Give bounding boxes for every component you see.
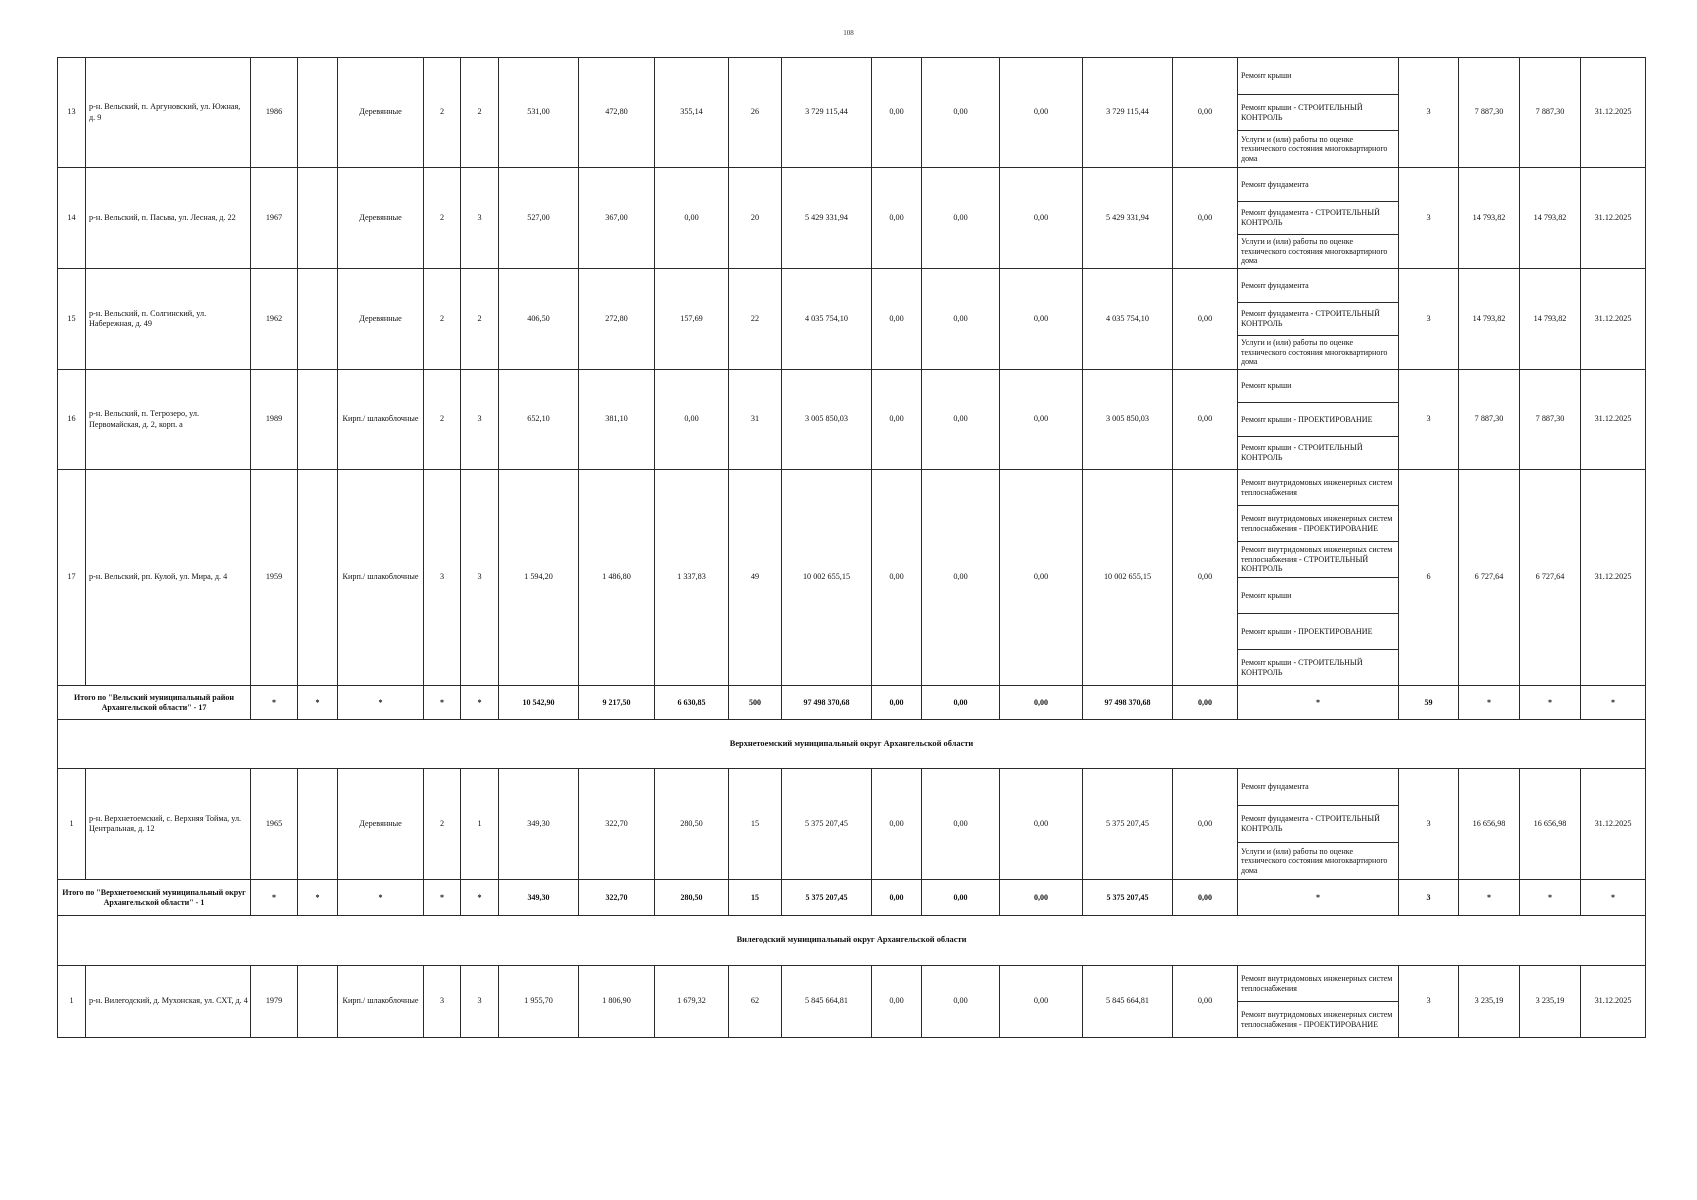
work-item-label: Ремонт внутридомовых инженерных систем теплоснабжения - ПРОЕКТИРОВАНИЕ	[1241, 1009, 1393, 1029]
section-header-row	[58, 720, 1646, 769]
fund-other-cell: 0,00	[1173, 370, 1238, 470]
fund-fss-cell: 0,00	[872, 269, 922, 370]
fund-fss-cell: 0,00	[872, 769, 922, 880]
row-number: 1	[58, 966, 86, 1038]
year-cell: 1962	[251, 269, 298, 370]
year-cell: 1986	[251, 58, 298, 168]
deadline-cell: 31.12.2025	[1581, 370, 1646, 470]
work-item	[1238, 470, 1398, 505]
unit-cost-cell: 7 887,30	[1459, 370, 1520, 470]
work-item	[1238, 613, 1398, 649]
total-area-total: 10 542,90	[499, 686, 579, 720]
total-area-private: 280,50	[655, 880, 729, 916]
works-count-cell: 3	[1399, 769, 1459, 880]
address-cell: р-н. Верхнетоемский, с. Верхняя Тойма, ул. Центральная, д. 12	[86, 769, 251, 880]
cost-total-cell: 5 429 331,94	[782, 168, 872, 269]
work-item-label: Ремонт крыши - СТРОИТЕЛЬНЫЙ КОНТРОЛЬ	[1241, 657, 1363, 677]
year-cell: 1979	[251, 966, 298, 1038]
fund-owners-cell: 5 429 331,94	[1083, 168, 1173, 269]
fund-region-cell: 0,00	[922, 769, 1000, 880]
total-entrances: *	[461, 880, 499, 916]
section-title: Вилегодский муниципальный округ Архангельской области	[58, 916, 1646, 966]
total-unit-cost: *	[1459, 880, 1520, 916]
unit-cost-cell: 14 793,82	[1459, 168, 1520, 269]
area-living-cell: 322,70	[579, 769, 655, 880]
area-private-cell: 1 337,83	[655, 470, 729, 686]
unit-cost-max-cell: 7 887,30	[1520, 370, 1581, 470]
area-private-cell: 0,00	[655, 168, 729, 269]
total-deadline: *	[1581, 686, 1646, 720]
work-item-label: Ремонт крыши	[1241, 590, 1292, 600]
works-cell	[1238, 269, 1399, 370]
area-private-cell: 157,69	[655, 269, 729, 370]
fund-other-cell: 0,00	[1173, 58, 1238, 168]
material-cell: Кирп./ шлакоблочные	[338, 470, 424, 686]
unit-cost-max-cell: 6 727,64	[1520, 470, 1581, 686]
work-item	[1238, 94, 1398, 131]
deadline-cell: 31.12.2025	[1581, 269, 1646, 370]
row-number: 17	[58, 470, 86, 686]
fund-local-cell: 0,00	[1000, 966, 1083, 1038]
fund-owners-cell: 3 005 850,03	[1083, 370, 1173, 470]
fund-other-cell: 0,00	[1173, 470, 1238, 686]
floors-cell: 2	[424, 769, 461, 880]
total-year: *	[251, 880, 298, 916]
entrances-cell: 3	[461, 168, 499, 269]
work-item	[1238, 234, 1398, 268]
table-row	[58, 966, 1646, 1038]
works-count-cell: 3	[1399, 370, 1459, 470]
work-item	[1238, 302, 1398, 336]
year2-cell	[298, 769, 338, 880]
deadline-cell: 31.12.2025	[1581, 470, 1646, 686]
cost-total-cell: 3 005 850,03	[782, 370, 872, 470]
area-private-cell: 1 679,32	[655, 966, 729, 1038]
total-area-private: 6 630,85	[655, 686, 729, 720]
area-total-cell: 1 955,70	[499, 966, 579, 1038]
deadline-cell: 31.12.2025	[1581, 966, 1646, 1038]
total-unit-cost-max: *	[1520, 880, 1581, 916]
year-cell: 1959	[251, 470, 298, 686]
work-item-label: Ремонт крыши - СТРОИТЕЛЬНЫЙ КОНТРОЛЬ	[1241, 102, 1363, 122]
work-item	[1238, 370, 1398, 402]
year2-cell	[298, 168, 338, 269]
page-number: 108	[843, 29, 854, 37]
residents-cell: 20	[729, 168, 782, 269]
area-total-cell: 1 594,20	[499, 470, 579, 686]
entrances-cell: 3	[461, 966, 499, 1038]
total-entrances: *	[461, 686, 499, 720]
work-item	[1238, 168, 1398, 201]
works-list	[1238, 769, 1398, 879]
total-fund-owners: 97 498 370,68	[1083, 686, 1173, 720]
total-fund-other: 0,00	[1173, 686, 1238, 720]
table-row	[58, 168, 1646, 269]
fund-other-cell: 0,00	[1173, 269, 1238, 370]
unit-cost-cell: 16 656,98	[1459, 769, 1520, 880]
total-fund-region: 0,00	[922, 880, 1000, 916]
table-row	[58, 470, 1646, 686]
cost-total-cell: 5 845 664,81	[782, 966, 872, 1038]
total-row	[58, 880, 1646, 916]
material-cell: Кирп./ шлакоблочные	[338, 966, 424, 1038]
work-item	[1238, 1001, 1398, 1037]
work-item-label: Ремонт внутридомовых инженерных систем теплоснабжения - ПРОЕКТИРОВАНИЕ	[1241, 513, 1393, 533]
work-item-label: Ремонт фундамента - СТРОИТЕЛЬНЫЙ КОНТРОЛЬ	[1241, 208, 1380, 227]
work-item-label: Ремонт внутридомовых инженерных систем теплоснабжения	[1241, 973, 1393, 993]
row-number: 15	[58, 269, 86, 370]
total-year2: *	[298, 686, 338, 720]
floors-cell: 2	[424, 269, 461, 370]
capital-repair-table	[57, 57, 1646, 1038]
fund-other-cell: 0,00	[1173, 769, 1238, 880]
unit-cost-max-cell: 3 235,19	[1520, 966, 1581, 1038]
total-cost-total: 5 375 207,45	[782, 880, 872, 916]
entrances-cell: 2	[461, 269, 499, 370]
work-item-label: Ремонт крыши	[1241, 381, 1292, 391]
table-row	[58, 269, 1646, 370]
entrances-cell: 2	[461, 58, 499, 168]
total-floors: *	[424, 880, 461, 916]
total-works: *	[1238, 880, 1399, 916]
works-count-cell: 3	[1399, 269, 1459, 370]
total-material: *	[338, 686, 424, 720]
fund-owners-cell: 4 035 754,10	[1083, 269, 1173, 370]
work-item	[1238, 58, 1398, 94]
works-count-cell: 3	[1399, 168, 1459, 269]
entrances-cell: 1	[461, 769, 499, 880]
fund-region-cell: 0,00	[922, 58, 1000, 168]
total-unit-cost: *	[1459, 686, 1520, 720]
area-private-cell: 280,50	[655, 769, 729, 880]
floors-cell: 2	[424, 370, 461, 470]
total-label: Итого по "Верхнетоемский муниципальный округ Архангельской области" - 1	[58, 880, 251, 916]
works-cell	[1238, 470, 1399, 686]
floors-cell: 3	[424, 470, 461, 686]
floors-cell: 3	[424, 966, 461, 1038]
total-area-total: 349,30	[499, 880, 579, 916]
work-item-label: Ремонт крыши - СТРОИТЕЛЬНЫЙ КОНТРОЛЬ	[1241, 443, 1363, 462]
area-private-cell: 0,00	[655, 370, 729, 470]
area-total-cell: 349,30	[499, 769, 579, 880]
year-cell: 1965	[251, 769, 298, 880]
fund-other-cell: 0,00	[1173, 966, 1238, 1038]
material-cell: Деревянные	[338, 269, 424, 370]
fund-owners-cell: 10 002 655,15	[1083, 470, 1173, 686]
works-cell	[1238, 58, 1399, 168]
section-header-row	[58, 916, 1646, 966]
section-title: Верхнетоемский муниципальный округ Архангельской области	[58, 720, 1646, 769]
total-row	[58, 686, 1646, 720]
fund-local-cell: 0,00	[1000, 168, 1083, 269]
work-item	[1238, 269, 1398, 302]
unit-cost-max-cell: 16 656,98	[1520, 769, 1581, 880]
work-item	[1238, 966, 1398, 1001]
work-item	[1238, 649, 1398, 685]
total-deadline: *	[1581, 880, 1646, 916]
total-residents: 500	[729, 686, 782, 720]
total-fund-fss: 0,00	[872, 686, 922, 720]
residents-cell: 31	[729, 370, 782, 470]
work-item	[1238, 436, 1398, 469]
works-list	[1238, 370, 1398, 469]
row-number: 1	[58, 769, 86, 880]
work-item-label: Ремонт фундамента	[1241, 179, 1309, 189]
deadline-cell: 31.12.2025	[1581, 769, 1646, 880]
residents-cell: 49	[729, 470, 782, 686]
fund-fss-cell: 0,00	[872, 370, 922, 470]
year2-cell	[298, 966, 338, 1038]
fund-other-cell: 0,00	[1173, 168, 1238, 269]
row-number: 16	[58, 370, 86, 470]
works-list	[1238, 966, 1398, 1037]
residents-cell: 22	[729, 269, 782, 370]
total-fund-fss: 0,00	[872, 880, 922, 916]
total-residents: 15	[729, 880, 782, 916]
fund-owners-cell: 3 729 115,44	[1083, 58, 1173, 168]
works-list	[1238, 58, 1398, 167]
entrances-cell: 3	[461, 470, 499, 686]
area-living-cell: 1 806,90	[579, 966, 655, 1038]
fund-owners-cell: 5 845 664,81	[1083, 966, 1173, 1038]
year2-cell	[298, 269, 338, 370]
works-cell	[1238, 769, 1399, 880]
total-floors: *	[424, 686, 461, 720]
area-living-cell: 367,00	[579, 168, 655, 269]
works-count-cell: 3	[1399, 966, 1459, 1038]
work-item-label: Ремонт крыши - ПРОЕКТИРОВАНИЕ	[1241, 414, 1373, 424]
work-item-label: Ремонт внутридомовых инженерных систем теплоснабжения	[1241, 477, 1393, 497]
works-list	[1238, 470, 1398, 685]
floors-cell: 2	[424, 168, 461, 269]
works-cell	[1238, 966, 1399, 1038]
total-works-count: 59	[1399, 686, 1459, 720]
fund-region-cell: 0,00	[922, 269, 1000, 370]
total-fund-owners: 5 375 207,45	[1083, 880, 1173, 916]
works-list	[1238, 168, 1398, 268]
work-item	[1238, 402, 1398, 435]
total-fund-local: 0,00	[1000, 880, 1083, 916]
work-item-label: Ремонт фундамента - СТРОИТЕЛЬНЫЙ КОНТРОЛЬ	[1241, 814, 1380, 833]
fund-region-cell: 0,00	[922, 966, 1000, 1038]
total-area-living: 9 217,50	[579, 686, 655, 720]
fund-local-cell: 0,00	[1000, 269, 1083, 370]
fund-owners-cell: 5 375 207,45	[1083, 769, 1173, 880]
cost-total-cell: 3 729 115,44	[782, 58, 872, 168]
material-cell: Кирп./ шлакоблочные	[338, 370, 424, 470]
work-item	[1238, 541, 1398, 577]
fund-region-cell: 0,00	[922, 470, 1000, 686]
total-works-count: 3	[1399, 880, 1459, 916]
work-item-label: Ремонт фундамента	[1241, 280, 1309, 290]
year2-cell	[298, 370, 338, 470]
total-cost-total: 97 498 370,68	[782, 686, 872, 720]
year-cell: 1967	[251, 168, 298, 269]
work-item	[1238, 577, 1398, 613]
works-count-cell: 6	[1399, 470, 1459, 686]
total-year2: *	[298, 880, 338, 916]
unit-cost-max-cell: 14 793,82	[1520, 168, 1581, 269]
residents-cell: 15	[729, 769, 782, 880]
unit-cost-cell: 3 235,19	[1459, 966, 1520, 1038]
address-cell: р-н. Вельский, рп. Кулой, ул. Мира, д. 4	[86, 470, 251, 686]
entrances-cell: 3	[461, 370, 499, 470]
deadline-cell: 31.12.2025	[1581, 58, 1646, 168]
total-year: *	[251, 686, 298, 720]
fund-region-cell: 0,00	[922, 168, 1000, 269]
address-cell: р-н. Вельский, п. Пасьва, ул. Лесная, д. 22	[86, 168, 251, 269]
works-cell	[1238, 370, 1399, 470]
area-total-cell: 652,10	[499, 370, 579, 470]
work-item-label: Услуги и (или) работы по оценке технического состояния многоквартирного дома	[1241, 237, 1388, 266]
area-living-cell: 1 486,80	[579, 470, 655, 686]
year2-cell	[298, 58, 338, 168]
fund-fss-cell: 0,00	[872, 58, 922, 168]
address-cell: р-н. Вилегодский, д. Мухонская, ул. СХТ, д. 4	[86, 966, 251, 1038]
work-item-label: Ремонт фундамента	[1241, 782, 1309, 792]
fund-fss-cell: 0,00	[872, 168, 922, 269]
total-fund-local: 0,00	[1000, 686, 1083, 720]
work-item	[1238, 130, 1398, 167]
work-item	[1238, 335, 1398, 369]
cost-total-cell: 10 002 655,15	[782, 470, 872, 686]
year2-cell	[298, 470, 338, 686]
work-item	[1238, 769, 1398, 805]
fund-local-cell: 0,00	[1000, 769, 1083, 880]
work-item-label: Услуги и (или) работы по оценке технического состояния многоквартирного дома	[1241, 846, 1388, 875]
unit-cost-cell: 14 793,82	[1459, 269, 1520, 370]
works-cell	[1238, 168, 1399, 269]
table-row	[58, 58, 1646, 168]
row-number: 13	[58, 58, 86, 168]
total-label: Итого по "Вельский муниципальный район Архангельской области" - 17	[58, 686, 251, 720]
material-cell: Деревянные	[338, 58, 424, 168]
address-cell: р-н. Вельский, п. Солгинский, ул. Набережная, д. 49	[86, 269, 251, 370]
works-count-cell: 3	[1399, 58, 1459, 168]
area-total-cell: 527,00	[499, 168, 579, 269]
work-item	[1238, 201, 1398, 235]
fund-local-cell: 0,00	[1000, 370, 1083, 470]
work-item-label: Ремонт крыши - ПРОЕКТИРОВАНИЕ	[1241, 626, 1373, 636]
residents-cell: 26	[729, 58, 782, 168]
work-item-label: Ремонт фундамента - СТРОИТЕЛЬНЫЙ КОНТРОЛЬ	[1241, 309, 1380, 328]
address-cell: р-н. Вельский, п. Аргуновский, ул. Южная, д. 9	[86, 58, 251, 168]
table-row	[58, 769, 1646, 880]
floors-cell: 2	[424, 58, 461, 168]
area-total-cell: 406,50	[499, 269, 579, 370]
fund-fss-cell: 0,00	[872, 966, 922, 1038]
area-private-cell: 355,14	[655, 58, 729, 168]
work-item-label: Ремонт внутридомовых инженерных систем теплоснабжения - СТРОИТЕЛЬНЫЙ КОНТРОЛЬ	[1241, 545, 1393, 574]
work-item-label: Ремонт крыши	[1241, 71, 1292, 81]
total-fund-region: 0,00	[922, 686, 1000, 720]
work-item-label: Услуги и (или) работы по оценке технического состояния многоквартирного дома	[1241, 338, 1388, 367]
work-item	[1238, 842, 1398, 879]
residents-cell: 62	[729, 966, 782, 1038]
total-material: *	[338, 880, 424, 916]
fund-fss-cell: 0,00	[872, 470, 922, 686]
work-item	[1238, 505, 1398, 541]
address-cell: р-н. Вельский, п. Тегрозеро, ул. Первомайская, д. 2, корп. а	[86, 370, 251, 470]
cost-total-cell: 5 375 207,45	[782, 769, 872, 880]
deadline-cell: 31.12.2025	[1581, 168, 1646, 269]
area-living-cell: 381,10	[579, 370, 655, 470]
work-item	[1238, 805, 1398, 842]
unit-cost-max-cell: 14 793,82	[1520, 269, 1581, 370]
material-cell: Деревянные	[338, 168, 424, 269]
total-works: *	[1238, 686, 1399, 720]
cost-total-cell: 4 035 754,10	[782, 269, 872, 370]
year-cell: 1989	[251, 370, 298, 470]
area-living-cell: 272,80	[579, 269, 655, 370]
table-row	[58, 370, 1646, 470]
row-number: 14	[58, 168, 86, 269]
total-unit-cost-max: *	[1520, 686, 1581, 720]
fund-local-cell: 0,00	[1000, 58, 1083, 168]
works-list	[1238, 269, 1398, 369]
area-total-cell: 531,00	[499, 58, 579, 168]
total-area-living: 322,70	[579, 880, 655, 916]
work-item-label: Услуги и (или) работы по оценке технического состояния многоквартирного дома	[1241, 134, 1388, 163]
total-fund-other: 0,00	[1173, 880, 1238, 916]
fund-region-cell: 0,00	[922, 370, 1000, 470]
material-cell: Деревянные	[338, 769, 424, 880]
area-living-cell: 472,80	[579, 58, 655, 168]
fund-local-cell: 0,00	[1000, 470, 1083, 686]
unit-cost-cell: 6 727,64	[1459, 470, 1520, 686]
unit-cost-cell: 7 887,30	[1459, 58, 1520, 168]
unit-cost-max-cell: 7 887,30	[1520, 58, 1581, 168]
